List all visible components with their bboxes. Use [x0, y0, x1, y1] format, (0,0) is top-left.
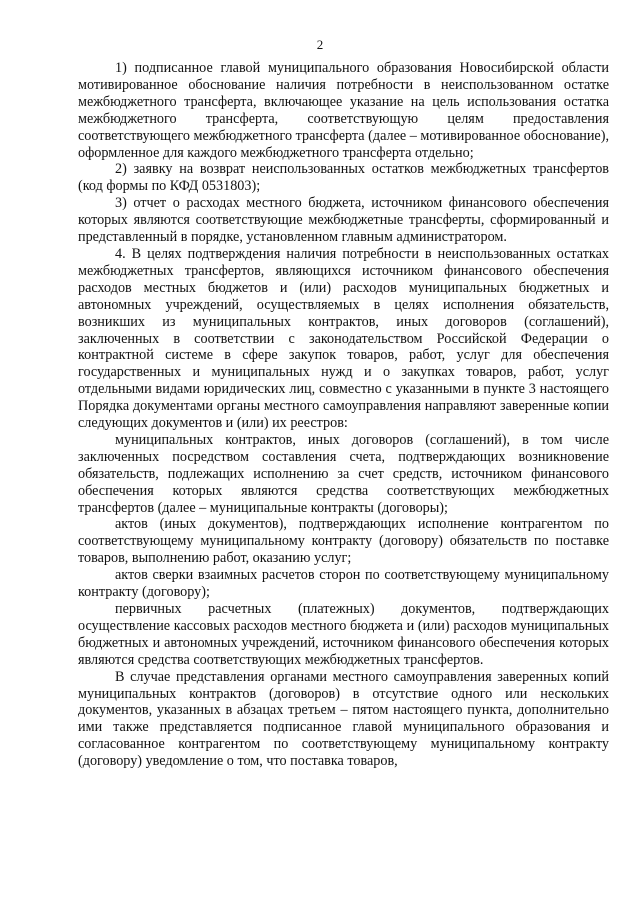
paragraph-item-2: 2) заявку на возврат неиспользованных остатков межбюджетных трансфертов (код формы по КФД 0531803); — [78, 161, 609, 195]
paragraph-item-3: 3) отчет о расходах местного бюджета, источником финансового обеспечения которых являются соответствующие межбюджетные трансферты, сформированный и представленный в порядке, установленном главным администратором. — [78, 195, 609, 246]
document-body — [78, 60, 609, 770]
paragraph-municipal-contracts: муниципальных контрактов, иных договоров (соглашений), в том числе заключенных посредством составления счета, подтверждающих возникновение обязательств, подлежащих исполнению за счет средств, источником финансового обеспечения которых являются средства соответствующих межбюджетных трансфертов (далее – муниципальные контракты (договоры); — [78, 431, 609, 516]
paragraph-notification-case: В случае представления органами местного самоуправления заверенных копий муниципальных контрактов (договоров) в отсутствие одного или нескольких документов, указанных в абзацах третьем – пятом настоящего пункта, дополнительно ими также представляется подписанное главой муниципального образования и согласованное контрагентом по соответствующему муниципальному контракту (договору) уведомление о том, что поставка товаров, — [78, 668, 609, 770]
page-number: 2 — [316, 37, 324, 52]
paragraph-reconciliation-acts: актов сверки взаимных расчетов сторон по соответствующему муниципальному контракту (договору); — [78, 567, 609, 601]
paragraph-primary-documents: первичных расчетных (платежных) документов, подтверждающих осуществление кассовых расходов местного бюджета и (или) расходов муниципальных бюджетных и автономных учреждений, источником финансового обеспечения которых являются средства соответствующих межбюджетных трансфертов. — [78, 601, 609, 668]
paragraph-section-4: 4. В целях подтверждения наличия потребности в неиспользованных остатках межбюджетных трансфертов, являющихся источником финансового обеспечения расходов местных бюджетов и (или) расходов муниципальных бюджетных и автономных учреждений, осуществляемых в целях исполнения обязательств, возникших из муниципальных контрактов, иных договоров (соглашений), заключенных в соответствии с законодательством Российской Федерации о контрактной системе в сфере закупок товаров, работ, услуг для обеспечения государственных и муниципальных нужд и о закупках товаров, работ, услуг отдельными видами юридических лиц, совместно с указанными в пункте 3 настоящего Порядка документами органы местного самоуправления направляют заверенные копии следующих документов и (или) их реестров: — [78, 245, 609, 432]
paragraph-acts: актов (иных документов), подтверждающих исполнение контрагентом по соответствующему муниципальному контракту (договору) обязательств по поставке товаров, выполнению работ, оказанию услуг; — [78, 516, 609, 567]
paragraph-item-1: 1) подписанное главой муниципального образования Новосибирской области мотивированное обоснование наличия потребности в неиспользованном остатке межбюджетного трансферта, включающее указание на цель использования остатка межбюджетного трансферта, соответствующую целям предоставления соответствующего межбюджетного трансферта (далее – мотивированное обоснование), оформленное для каждого межбюджетного трансферта отдельно; — [78, 60, 609, 161]
